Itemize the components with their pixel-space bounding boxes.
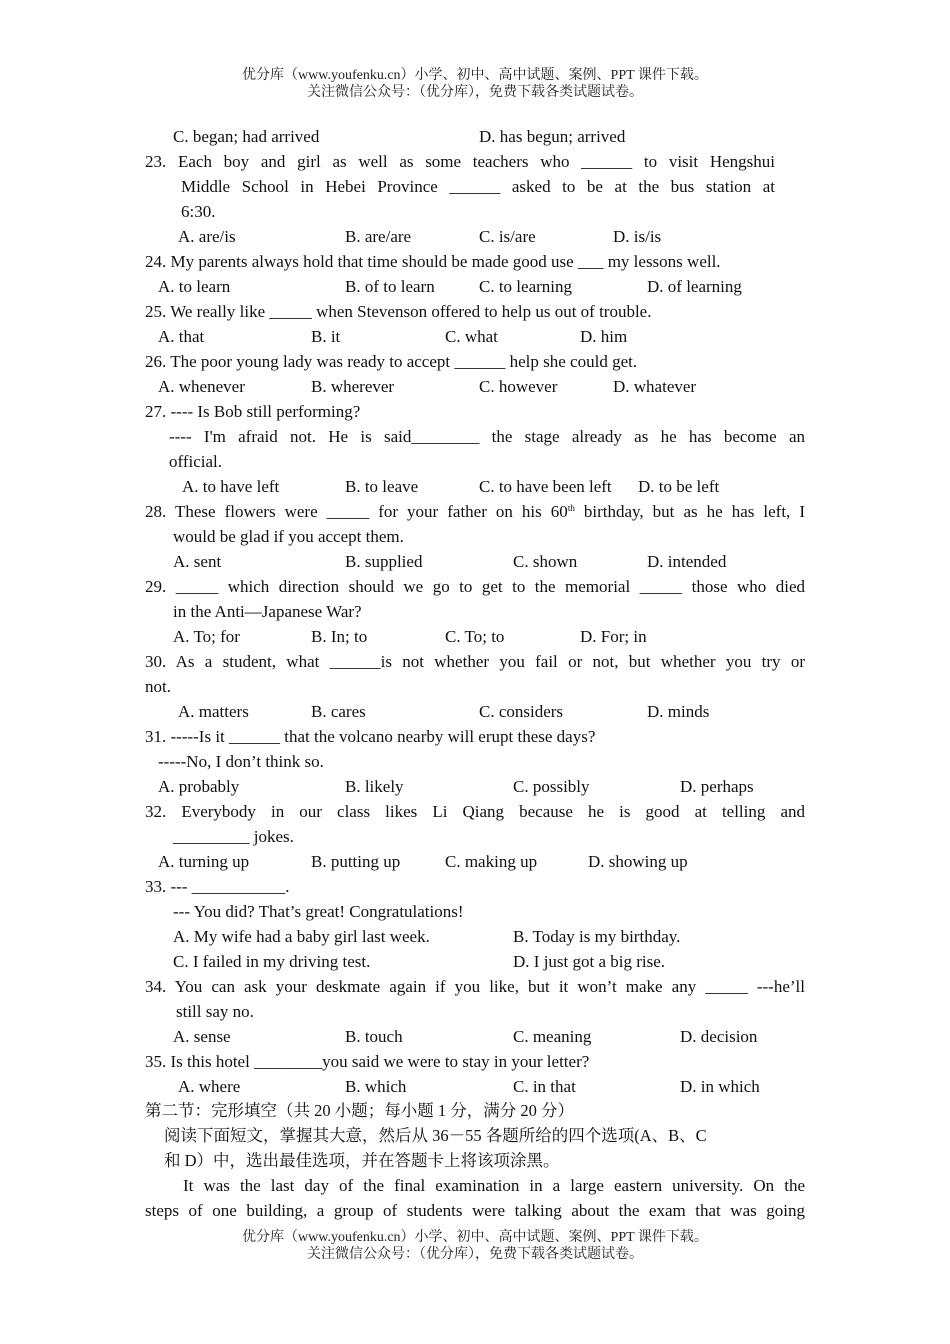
header-line-2: 关注微信公众号：（优分库），免费下载各类试题试卷。	[307, 85, 643, 100]
q22-option-d: D. has begun; arrived	[479, 127, 626, 146]
q31-option-b: B. likely	[345, 777, 404, 796]
q28-option-a: A. sent	[173, 552, 222, 571]
q34-option-c: C. meaning	[513, 1027, 592, 1046]
q24-option-d: D. of learning	[647, 277, 742, 296]
q32-stem-line-1: 32. Everybody in our class likes Li Qiang because he is good at telling and	[145, 802, 805, 821]
q34-stem-line-2: still say no.	[176, 1002, 254, 1021]
q34-option-d: D. decision	[680, 1027, 758, 1046]
q30-option-c: C. considers	[479, 702, 564, 721]
q35-option-c: C. in that	[513, 1077, 576, 1096]
page-header	[0, 67, 950, 101]
q27-option-d: D. to be left	[638, 477, 720, 496]
q23-option-b: B. are/are	[345, 227, 412, 246]
q28-option-d: D. intended	[647, 552, 727, 571]
q27-option-a: A. to have left	[182, 477, 280, 496]
q29-stem-line-2: in the Anti—Japanese War?	[173, 602, 362, 621]
q26-option-a: A. whenever	[158, 377, 245, 396]
q22-option-c: C. began; had arrived	[173, 127, 320, 146]
q35-stem: 35. Is this hotel ________you said we were to stay in your letter?	[145, 1052, 590, 1071]
passage-line-2: steps of one building, a group of students were talking about the exam that was going	[145, 1201, 805, 1220]
q23-stem-line-3: 6:30.	[181, 202, 216, 221]
q28-stem-part-2: birthday, but as he has left, I	[574, 502, 805, 521]
q33-stem-line-2: --- You did? That’s great! Congratulations!	[173, 902, 464, 921]
q30-option-b: B. cares	[311, 702, 366, 721]
section-2-title: 第二节：完形填空（共 20 小题；每小题 1 分，满分 20 分）	[145, 1101, 574, 1120]
q30-stem-line-1: 30. As a student, what ______is not whether you fail or not, but whether you try or	[145, 652, 805, 671]
q34-stem-line-1: 34. You can ask your deskmate again if you like, but it won’t make any _____ ---he’ll	[145, 977, 805, 996]
q24-option-a: A. to learn	[158, 277, 231, 296]
q33-option-c: C. I failed in my driving test.	[173, 952, 371, 971]
q30-option-d: D. minds	[647, 702, 710, 721]
q26-option-c: C. however	[479, 377, 558, 396]
q24-option-b: B. of to learn	[345, 277, 435, 296]
q35-option-a: A. where	[178, 1077, 241, 1096]
section-2-instruction-line-1: 阅读下面短文，掌握其大意，然后从 36－55 各题所给的四个选项(A、B、C	[164, 1126, 707, 1145]
q30-stem-line-2: not.	[145, 677, 171, 696]
q25-option-d: D. him	[580, 327, 628, 346]
q28-option-b: B. supplied	[345, 552, 423, 571]
q33-option-d: D. I just got a big rise.	[513, 952, 666, 971]
footer-line-2: 关注微信公众号：（优分库），免费下载各类试题试卷。	[307, 1247, 643, 1262]
q31-option-d: D. perhaps	[680, 777, 754, 796]
q25-stem: 25. We really like _____ when Stevenson offered to help us out of trouble.	[145, 302, 652, 321]
q34-option-a: A. sense	[173, 1027, 231, 1046]
q28-stem-part-1: 28. These flowers were _____ for your father on his 60	[145, 502, 568, 521]
q35-option-b: B. which	[345, 1077, 407, 1096]
q29-stem-line-1: 29. _____ which direction should we go to get to the memorial _____ those who died	[145, 577, 805, 596]
q23-option-c: C. is/are	[479, 227, 536, 246]
q29-option-a: A. To; for	[173, 627, 240, 646]
q31-option-c: C. possibly	[513, 777, 590, 796]
q29-option-c: C. To; to	[445, 627, 505, 646]
q23-stem-line-2: Middle School in Hebei Province ______ asked to be at the bus station at	[181, 177, 775, 196]
q24-option-c: C. to learning	[479, 277, 573, 296]
q33-option-b: B. Today is my birthday.	[513, 927, 681, 946]
q29-option-b: B. In; to	[311, 627, 368, 646]
q32-stem-line-2: _________ jokes.	[173, 827, 294, 846]
q27-stem-line-2: ---- I'm afraid not. He is said________ the stage already as he has become an	[169, 427, 805, 446]
q29-option-d: D. For; in	[580, 627, 647, 646]
q35-option-d: D. in which	[680, 1077, 760, 1096]
q25-option-b: B. it	[311, 327, 341, 346]
header-line-1: 优分库（www.youfenku.cn）小学、初中、高中试题、案例、PPT 课件下载。	[242, 68, 708, 83]
q31-stem-line-2: -----No, I don’t think so.	[158, 752, 324, 771]
q31-stem-line-1: 31. -----Is it ______ that the volcano nearby will erupt these days?	[145, 727, 596, 746]
q23-option-d: D. is/is	[613, 227, 662, 246]
q27-option-c: C. to have been left	[479, 477, 612, 496]
q32-option-c: C. making up	[445, 852, 538, 871]
q28-ordinal-suffix: th	[567, 503, 575, 513]
q26-option-b: B. wherever	[311, 377, 395, 396]
page-footer	[0, 1229, 950, 1263]
q26-stem: 26. The poor young lady was ready to accept ______ help she could get.	[145, 352, 638, 371]
q26-option-d: D. whatever	[613, 377, 697, 396]
passage-line-1: It was the last day of the final examination in a large eastern university. On the	[183, 1176, 805, 1195]
q34-option-b: B. touch	[345, 1027, 403, 1046]
q33-option-a: A. My wife had a baby girl last week.	[173, 927, 430, 946]
q31-option-a: A. probably	[158, 777, 240, 796]
q27-stem-line-1: 27. ---- Is Bob still performing?	[145, 402, 361, 421]
q30-option-a: A. matters	[178, 702, 249, 721]
q33-stem-line-1: 33. --- ___________.	[145, 877, 290, 896]
q32-option-b: B. putting up	[311, 852, 401, 871]
q28-stem-line-2: would be glad if you accept them.	[173, 527, 404, 546]
footer-line-1: 优分库（www.youfenku.cn）小学、初中、高中试题、案例、PPT 课件下载。	[242, 1230, 708, 1245]
q23-stem-line-1: 23. Each boy and girl as well as some teachers who ______ to visit Hengshui	[145, 152, 775, 171]
q27-option-b: B. to leave	[345, 477, 419, 496]
q25-option-a: A. that	[158, 327, 205, 346]
q32-option-d: D. showing up	[588, 852, 688, 871]
q25-option-c: C. what	[445, 327, 498, 346]
q23-option-a: A. are/is	[178, 227, 236, 246]
q27-stem-line-3: official.	[169, 452, 223, 471]
q24-stem: 24. My parents always hold that time should be made good use ___ my lessons well.	[145, 252, 721, 271]
q28-option-c: C. shown	[513, 552, 578, 571]
q32-option-a: A. turning up	[158, 852, 250, 871]
q28-stem-line-1	[145, 502, 805, 522]
section-2-instruction-line-2: 和 D）中，选出最佳选项，并在答题卡上将该项涂黑。	[164, 1151, 560, 1170]
